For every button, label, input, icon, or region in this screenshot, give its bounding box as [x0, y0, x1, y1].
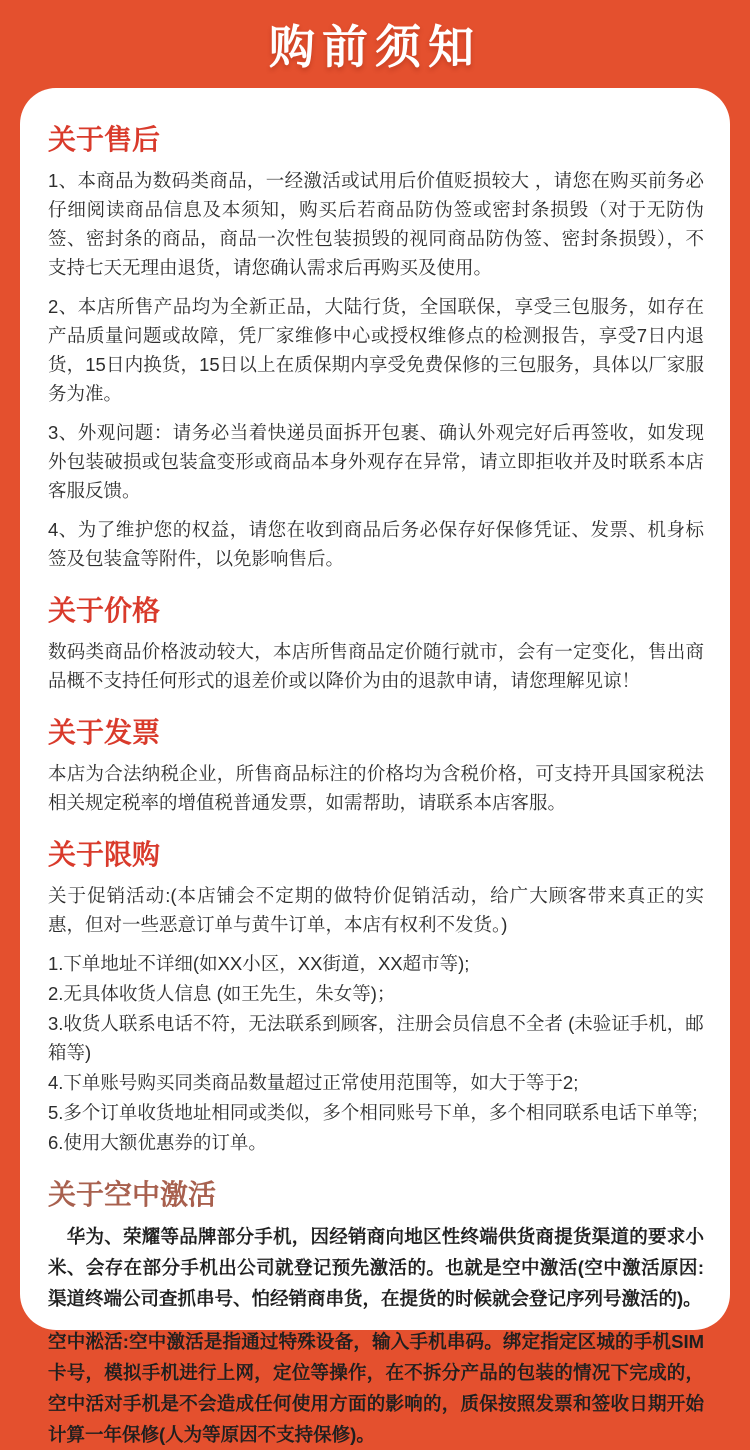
- section-paragraphs: [48, 881, 704, 939]
- limit-list-item: 4.下单账号购买同类商品数量超过正常使用范围等，如大于等于2;: [48, 1072, 579, 1093]
- section: [48, 589, 704, 695]
- section-paragraphs: [48, 166, 704, 573]
- section-paragraph: 华为、荣耀等品牌部分手机，因经销商向地区性终端供货商提货渠道的要求小米、会存在部分手机出公司就登记预先激活的。也就是空中激活(空中激活原因:渠道终端公司查抓串号、怕经销商串货，在提货的时候就会登记序列号激活的)。: [48, 1226, 704, 1309]
- section-paragraphs: [48, 637, 704, 695]
- section-paragraph: 数码类商品价格波动较大，本店所售商品定价随行就市，会有一定变化，售出商品概不支持任何形式的退差价或以降价为由的退款申请，请您理解见谅！: [48, 641, 704, 691]
- limit-list-item: 2.无具体收货人信息 (如王先生，朱女等)；: [48, 983, 396, 1004]
- section-heading: 关于价格: [48, 595, 161, 626]
- limit-list-item: 1.下单地址不详细(如XX小区，XX街道，XX超市等);: [48, 953, 470, 974]
- section-paragraphs: [48, 1221, 704, 1450]
- section-paragraph: 本店为合法纳税企业，所售商品标注的价格均为含税价格，可支持开具国家税法相关规定税率的增值税普通发票，如需帮助，请联系本店客服。: [48, 763, 704, 813]
- section-paragraph: 4、为了维护您的权益，请您在收到商品后务必保存好保修凭证、发票、机身标签及包装盒等附件，以免影响售后。: [48, 519, 704, 569]
- notice-card: [20, 88, 730, 1445]
- section: [48, 711, 704, 817]
- limit-list-item: 6.使用大额优惠券的订单。: [48, 1132, 267, 1153]
- section-paragraph: 3、外观问题：请务必当着快递员面拆开包裹、确认外观完好后再签收，如发现外包装破损或包装盒变形或商品本身外观存在异常，请立即拒收并及时联系本店客服反馈。: [48, 422, 704, 501]
- section-paragraph: 空中淞活:空中激活是指通过特殊设备，输入手机串码。绑定指定区城的手机SIM卡号，模拟手机进行上网，定位等操作，在不拆分产品的包装的情况下完成的，空中活对手机是不会造成任何使用方面的影响的，质保按照发票和签收日期开始计算一年保修(人为等原因不支持保修)。: [48, 1331, 704, 1445]
- limit-list-item: 5.多个订单收货地址相同或类似，多个相同账号下单，多个相同联系电话下单等;: [48, 1102, 698, 1123]
- section: [48, 1173, 704, 1450]
- page-title: 购前须知: [269, 21, 481, 73]
- limit-list: [48, 949, 704, 1157]
- section: [48, 833, 704, 1157]
- section-heading: 关于限购: [48, 839, 161, 870]
- section-paragraphs: [48, 759, 704, 817]
- limit-list-item: 3.收货人联系电话不符，无法联系到顾客，注册会员信息不全者 (未验证手机，邮箱等): [48, 1013, 704, 1063]
- section-paragraph: 关于促销活动:(本店铺会不定期的做特价促销活动，给广大顾客带来真正的实惠，但对一些恶意订单与黄牛订单，本店有权利不发货。): [48, 885, 704, 935]
- section-paragraph: 2、本店所售产品均为全新正品，大陆行货，全国联保，享受三包服务，如存在产品质量问题或故障，凭厂家维修中心或授权维修点的检测报告，享受7日内退货，15日内换货，15日以上在质保期内享受免费保修的三包服务，具体以厂家服务为准。: [48, 296, 704, 404]
- title-bar: [0, 0, 750, 88]
- section-heading: 关于空中激活: [48, 1179, 217, 1210]
- section: [48, 118, 704, 573]
- section-paragraph: 1、本商品为数码类商品，一经激活或试用后价值贬损较大 ，请您在购买前务必仔细阅读商品信息及本须知，购买后若商品防伪签或密封条损毁（对于无防伪签、密封条的商品，商品一次性包装损毁的视同商品防伪签、密封条损毁），不支持七天无理由退货，请您确认需求后再购买及使用。: [48, 170, 704, 278]
- section-heading: 关于发票: [48, 717, 161, 748]
- section-heading: 关于售后: [48, 124, 161, 155]
